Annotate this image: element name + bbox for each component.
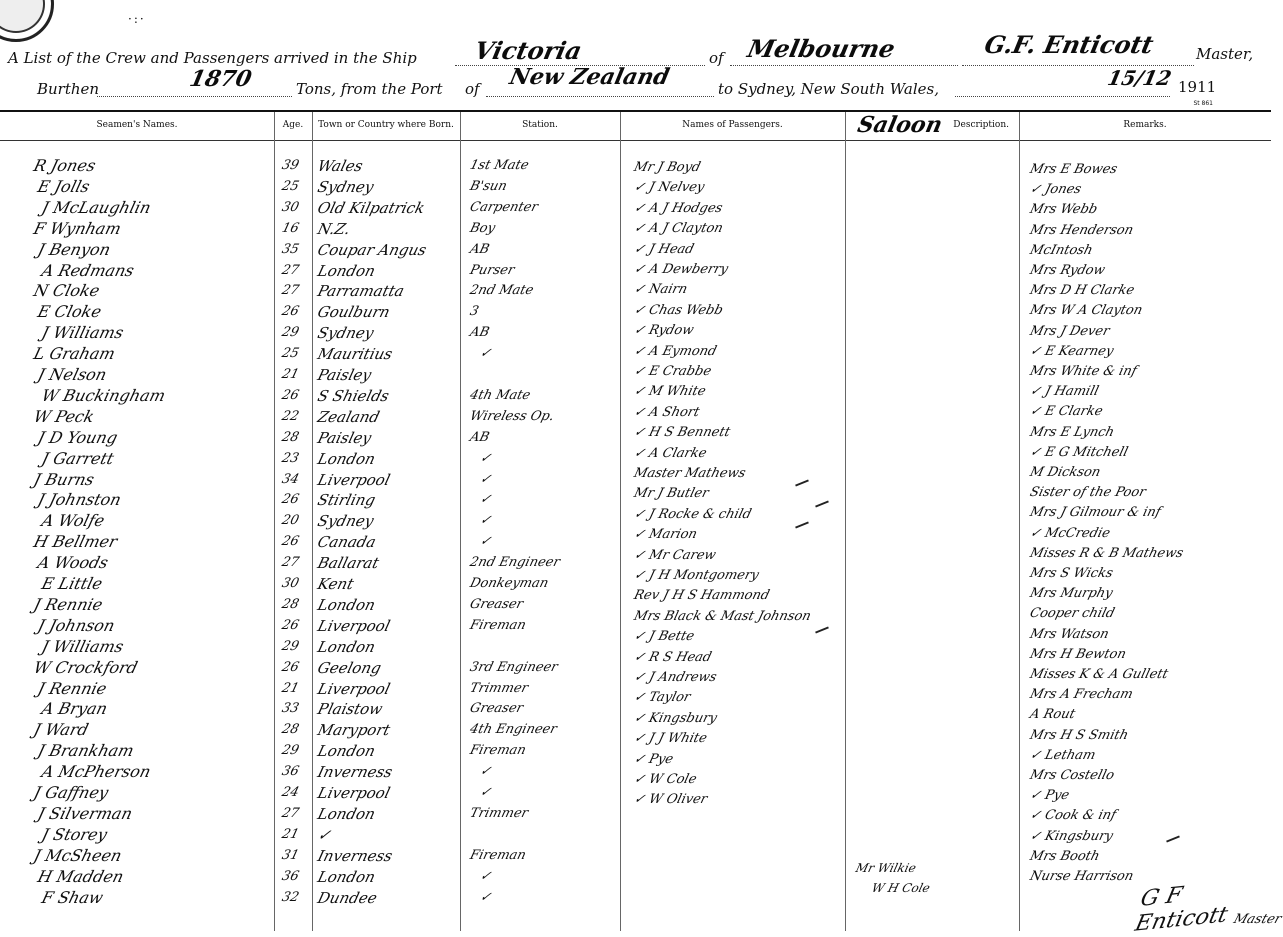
ink-dots: ·:· (128, 12, 146, 26)
seaman-birthplace: Ballarat (315, 554, 381, 573)
seaman-birthplace: Canada (315, 533, 378, 552)
passenger-name: ✓ M White (632, 384, 708, 400)
remark-entry: Mrs J Gilmour & inf (1028, 505, 1163, 521)
from-port: New Zealand (507, 64, 672, 90)
passenger-name: ✓ J Head (632, 241, 696, 257)
seaman-name: J Storey (39, 824, 110, 844)
remark-entry: Mrs Watson (1028, 626, 1111, 642)
seaman-station: 4th Mate (468, 387, 532, 403)
seaman-age: 26 (280, 492, 301, 508)
remark-entry: ✓ Kingsbury (1028, 828, 1115, 844)
remark-entry: ✓ Jones (1028, 182, 1083, 198)
tons-value: 1870 (187, 66, 254, 92)
seaman-station: Trimmer (468, 805, 530, 821)
seaman-name: J Rennie (31, 594, 105, 614)
passenger-name: ✓ H S Bennett (632, 425, 732, 441)
seaman-name: W Crockford (31, 657, 140, 677)
remark-entry: Mrs H S Smith (1028, 727, 1130, 743)
seaman-birthplace: Wales (315, 157, 365, 175)
seaman-birthplace: S Shields (315, 386, 392, 405)
seaman-station: Fireman (468, 617, 528, 633)
description-entry: W H Cole (870, 881, 932, 895)
seaman-birthplace: N.Z. (315, 219, 353, 238)
seaman-station: Fireman (468, 847, 528, 863)
passenger-name: ✓ E Crabbe (632, 364, 713, 379)
seaman-name: W Peck (31, 406, 97, 426)
seaman-age: 21 (280, 680, 301, 696)
passenger-name: ✓ J Nelvey (632, 180, 706, 196)
date-day-month: 15/12 (1105, 66, 1174, 90)
passenger-name: ✓ Mr Carew (632, 547, 718, 563)
ink-dash (795, 521, 809, 528)
seaman-station: Fireman (468, 743, 528, 759)
table-header-rule (0, 140, 1271, 141)
passenger-name: Mrs Black & Mast Johnson (632, 608, 813, 624)
col-divider (1019, 112, 1020, 931)
passenger-name: ✓ Marion (632, 527, 699, 543)
seaman-name: N Cloke (31, 281, 102, 301)
seaman-birthplace: Liverpool (315, 784, 392, 802)
seaman-name: J Williams (39, 636, 126, 656)
seaman-station: ✓ (478, 513, 493, 529)
remark-entry: ✓ J Hamill (1028, 384, 1101, 400)
col-header-seamen: Seamen's Names. (96, 120, 178, 130)
seaman-birthplace: Inverness (315, 763, 395, 782)
seaman-station: AB (468, 325, 491, 341)
seaman-station: Purser (468, 262, 516, 278)
ink-dash (795, 479, 809, 486)
seaman-name: J D Young (35, 427, 120, 447)
seaman-name: R Jones (31, 156, 98, 175)
seaman-station: ✓ (478, 764, 493, 780)
seaman-name: J Brankham (35, 741, 136, 761)
seaman-name: J Silverman (35, 803, 135, 823)
seaman-birthplace: London (315, 804, 378, 823)
passenger-name: ✓ A J Clayton (632, 221, 725, 237)
seaman-age: 25 (280, 178, 301, 194)
seaman-birthplace: Geelong (315, 658, 384, 677)
seaman-age: 26 (280, 659, 301, 675)
ship-name: Victoria (471, 36, 585, 65)
passenger-name: ✓ J H Montgomery (632, 568, 761, 583)
remark-entry: McIntosh (1028, 242, 1095, 258)
seaman-birthplace: Paisley (315, 428, 374, 447)
seaman-station: ✓ (478, 492, 493, 508)
seaman-station: Donkeyman (468, 576, 550, 591)
seaman-birthplace: Mauritius (315, 345, 395, 364)
passenger-name: ✓ Kingsbury (632, 710, 719, 726)
seaman-name: A Woods (35, 553, 111, 573)
seaman-age: 27 (280, 805, 301, 821)
description-saloon: Saloon (855, 112, 945, 138)
passenger-name: ✓ Taylor (632, 690, 692, 706)
seaman-birthplace: Liverpool (315, 470, 392, 489)
seaman-birthplace: Maryport (315, 721, 393, 740)
seaman-station: 3 (468, 304, 481, 320)
seaman-name: L Graham (31, 344, 118, 364)
seaman-name: H Bellmer (31, 532, 120, 552)
seaman-name: W Buckingham (39, 385, 168, 405)
seaman-birthplace: Sydney (315, 324, 376, 343)
seaman-name: A McPherson (39, 762, 153, 782)
header-of-label: of (709, 49, 724, 67)
header-line1-prefix: A List of the Crew and Passengers arrived in the Ship (8, 49, 417, 67)
passenger-name: ✓ A Short (632, 404, 702, 420)
seaman-name: A Bryan (39, 699, 110, 719)
seaman-birthplace: Inverness (315, 846, 395, 865)
seaman-age: 32 (280, 889, 301, 905)
seaman-birthplace: Zealand (315, 407, 382, 426)
remark-entry: ✓ Letham (1028, 747, 1098, 763)
passenger-name: Rev J H S Hammond (632, 588, 772, 604)
seaman-station: Trimmer (468, 680, 530, 696)
stamp-seal-icon (0, 0, 54, 42)
seaman-age: 34 (280, 471, 301, 487)
seaman-birthplace: Sydney (315, 512, 376, 531)
remark-entry: Misses K & A Gullett (1028, 667, 1170, 682)
seaman-age: 24 (280, 785, 301, 800)
remark-entry: Mrs H Bewton (1028, 646, 1128, 662)
seaman-birthplace: Coupar Angus (315, 240, 429, 259)
passenger-name: ✓ J Rocke & child (632, 506, 753, 522)
seaman-birthplace: Sydney (315, 177, 376, 196)
seaman-age: 20 (280, 513, 301, 529)
seaman-name: J Johnston (35, 490, 124, 510)
remark-entry: ✓ E Clarke (1028, 404, 1105, 420)
seaman-station: 2nd Engineer (468, 555, 562, 571)
seaman-station: Wireless Op. (468, 408, 556, 424)
seaman-birthplace: Old Kilpatrick (315, 198, 427, 217)
seaman-birthplace: Dundee (315, 888, 379, 907)
passenger-name: ✓ R S Head (632, 649, 714, 665)
col-divider (845, 112, 846, 931)
seaman-station: ✓ (478, 868, 493, 884)
seaman-station: ✓ (478, 471, 493, 487)
seaman-name: J Williams (39, 323, 126, 343)
seaman-age: 25 (280, 346, 301, 362)
seaman-name: J Burns (31, 469, 97, 489)
passenger-name: ✓ A J Hodges (632, 200, 725, 216)
seaman-station: 1st Mate (468, 158, 531, 173)
passenger-name: ✓ A Dewberry (632, 262, 730, 277)
seaman-name: J Garrett (39, 448, 116, 468)
description-entry: Mr Wilkie (854, 861, 918, 875)
seaman-birthplace: London (315, 742, 378, 761)
seaman-age: 39 (280, 158, 301, 173)
col-header-born: Town or Country where Born. (318, 120, 454, 130)
remark-entry: Mrs S Wicks (1028, 566, 1115, 581)
date-fill (955, 96, 1170, 97)
seaman-age: 29 (280, 638, 301, 654)
passenger-name: Mr J Butler (632, 486, 711, 502)
seaman-age: 33 (280, 701, 301, 717)
seaman-age: 30 (280, 576, 301, 591)
seaman-age: 28 (280, 596, 301, 612)
seaman-age: 26 (280, 304, 301, 320)
passenger-name: ✓ Nairn (632, 282, 689, 298)
seaman-name: J Gaffney (31, 783, 111, 802)
passenger-name: ✓ W Oliver (632, 792, 709, 808)
passenger-name: Mr J Boyd (632, 160, 703, 175)
seaman-name: J Ward (31, 720, 91, 740)
seaman-birthplace: ✓ (315, 825, 333, 844)
remark-entry: ✓ E G Mitchell (1028, 444, 1130, 460)
remark-entry: Mrs D H Clarke (1028, 283, 1136, 299)
ink-dash (815, 626, 829, 633)
passenger-name: ✓ Rydow (632, 323, 696, 339)
seaman-age: 21 (280, 826, 301, 842)
seaman-station: AB (468, 241, 491, 257)
remark-entry: Misses R & B Mathews (1028, 545, 1185, 561)
form-code: St 861 (1193, 100, 1213, 107)
seaman-station: Greaser (468, 701, 525, 717)
burthen-label: Burthen (37, 80, 100, 98)
seaman-age: 27 (280, 283, 301, 299)
seaman-birthplace: Parramatta (315, 282, 407, 301)
seaman-birthplace: London (315, 867, 378, 886)
passenger-name: ✓ A Eymond (632, 343, 719, 359)
seaman-name: A Redmans (39, 260, 137, 280)
tons-fill (97, 96, 292, 97)
remark-entry: Cooper child (1028, 606, 1117, 622)
ink-dash (1166, 835, 1180, 842)
seaman-age: 23 (280, 450, 301, 466)
seaman-station: Boy (468, 220, 497, 236)
seaman-age: 29 (280, 325, 301, 341)
passenger-name: Master Mathews (632, 466, 748, 481)
seaman-age: 27 (280, 262, 301, 278)
passenger-name: ✓ W Cole (632, 772, 699, 787)
col-header-remarks: Remarks. (1123, 120, 1167, 130)
remark-entry: Mrs White & inf (1028, 364, 1139, 379)
seaman-birthplace: Plaistow (315, 700, 385, 719)
seaman-birthplace: Stirling (315, 491, 378, 510)
remark-entry: Mrs Henderson (1028, 222, 1135, 238)
master-name: G.F. Enticott (981, 30, 1157, 59)
col-divider (620, 112, 621, 931)
seaman-station: Greaser (468, 596, 525, 612)
remark-entry: ✓ McCredie (1028, 525, 1112, 541)
remark-entry: Sister of the Poor (1028, 485, 1148, 501)
seaman-age: 26 (280, 387, 301, 403)
col-header-description: Description. (953, 120, 1009, 130)
seaman-station: ✓ (478, 534, 493, 550)
seaman-station: ✓ (478, 450, 493, 466)
remark-entry: Nurse Harrison (1028, 869, 1136, 884)
seaman-name: F Wynham (31, 218, 124, 238)
remark-entry: ✓ Pye (1028, 788, 1071, 804)
seaman-age: 26 (280, 617, 301, 633)
seaman-age: 16 (280, 220, 301, 236)
seaman-name: J Rennie (35, 678, 109, 698)
tons-label: Tons, from the Port (296, 80, 443, 98)
to-sydney-label: to Sydney, New South Wales, (718, 80, 939, 98)
seaman-station: ✓ (478, 785, 493, 800)
seaman-name: A Wolfe (39, 511, 107, 531)
seaman-age: 28 (280, 722, 301, 738)
passenger-name: ✓ A Clarke (632, 445, 709, 461)
remark-entry: Mrs J Dever (1028, 323, 1112, 339)
seaman-station: 3rd Engineer (468, 659, 560, 675)
seaman-station: Carpenter (468, 199, 540, 215)
seaman-age: 30 (280, 199, 301, 215)
seaman-birthplace: London (315, 637, 378, 656)
seaman-birthplace: London (315, 595, 378, 614)
passenger-name: ✓ J Andrews (632, 670, 719, 685)
col-header-station: Station. (522, 120, 558, 130)
passenger-name: ✓ Chas Webb (632, 302, 725, 318)
date-year: 1911 (1178, 78, 1217, 96)
seaman-age: 21 (280, 367, 301, 382)
remark-entry: Mrs Rydow (1028, 263, 1107, 278)
from-port-fill (486, 96, 714, 97)
remark-entry: M Dickson (1028, 465, 1103, 480)
seaman-age: 35 (280, 241, 301, 257)
seaman-name: E Jolls (35, 176, 92, 196)
seaman-birthplace: London (315, 261, 378, 280)
port-of-label: of (465, 80, 480, 98)
seaman-name: J McLaughlin (39, 197, 153, 217)
remark-entry: Mrs E Bowes (1028, 162, 1119, 177)
seaman-birthplace: Liverpool (315, 679, 392, 698)
ink-dash (815, 500, 829, 507)
seaman-age: 36 (280, 868, 301, 884)
remark-entry: Mrs Webb (1028, 202, 1099, 218)
seaman-birthplace: Kent (315, 575, 356, 593)
port-registry-fill (730, 65, 958, 66)
seaman-name: J Johnson (35, 615, 117, 635)
seaman-birthplace: Liverpool (315, 616, 392, 635)
passenger-name: ✓ J Bette (632, 629, 696, 645)
seaman-birthplace: Paisley (315, 366, 374, 384)
seaman-age: 26 (280, 534, 301, 550)
col-divider (460, 112, 461, 931)
seaman-age: 28 (280, 429, 301, 445)
seaman-age: 31 (280, 847, 301, 863)
seaman-name: F Shaw (39, 887, 106, 907)
seaman-station: ✓ (478, 889, 493, 905)
remark-entry: Mrs A Frecham (1028, 687, 1135, 703)
seaman-age: 36 (280, 764, 301, 780)
passenger-name: ✓ J J White (632, 731, 709, 747)
seaman-name: E Little (39, 574, 105, 593)
seaman-name: J Benyon (35, 239, 113, 259)
seaman-age: 27 (280, 555, 301, 571)
seaman-age: 22 (280, 408, 301, 424)
master-label: Master, (1196, 45, 1254, 63)
remark-entry: Mrs Costello (1028, 768, 1116, 783)
seaman-age: 29 (280, 743, 301, 759)
seaman-station: 2nd Mate (468, 283, 536, 299)
seaman-station: 4th Engineer (468, 722, 559, 738)
master-signature: G F Enticott (1132, 882, 1231, 937)
remark-entry: Mrs Murphy (1028, 586, 1115, 602)
seaman-station: ✓ (478, 346, 493, 362)
remark-entry: ✓ E Kearney (1028, 343, 1116, 359)
remark-entry: Mrs Booth (1028, 848, 1102, 864)
remark-entry: Mrs E Lynch (1028, 424, 1116, 440)
passenger-name: ✓ Pye (632, 751, 675, 767)
seaman-station: B'sun (468, 178, 509, 194)
seaman-name: J McSheen (31, 845, 124, 865)
port-of-registry: Melbourne (744, 34, 898, 63)
remark-entry: A Rout (1028, 707, 1077, 723)
seaman-birthplace: London (315, 449, 378, 468)
seaman-name: E Cloke (35, 302, 104, 322)
table-top-rule (0, 110, 1271, 112)
master-signature-title: Master (1231, 912, 1283, 927)
seaman-station: AB (468, 429, 491, 445)
col-divider (274, 112, 275, 931)
seaman-birthplace: Goulburn (315, 303, 392, 322)
col-divider (312, 112, 313, 931)
col-header-age: Age. (282, 120, 304, 130)
remark-entry: ✓ Cook & inf (1028, 808, 1118, 824)
remark-entry: Mrs W A Clayton (1028, 303, 1144, 319)
seaman-name: J Nelson (35, 365, 109, 384)
seaman-name: H Madden (35, 866, 126, 886)
col-header-passengers: Names of Passengers. (682, 120, 783, 130)
